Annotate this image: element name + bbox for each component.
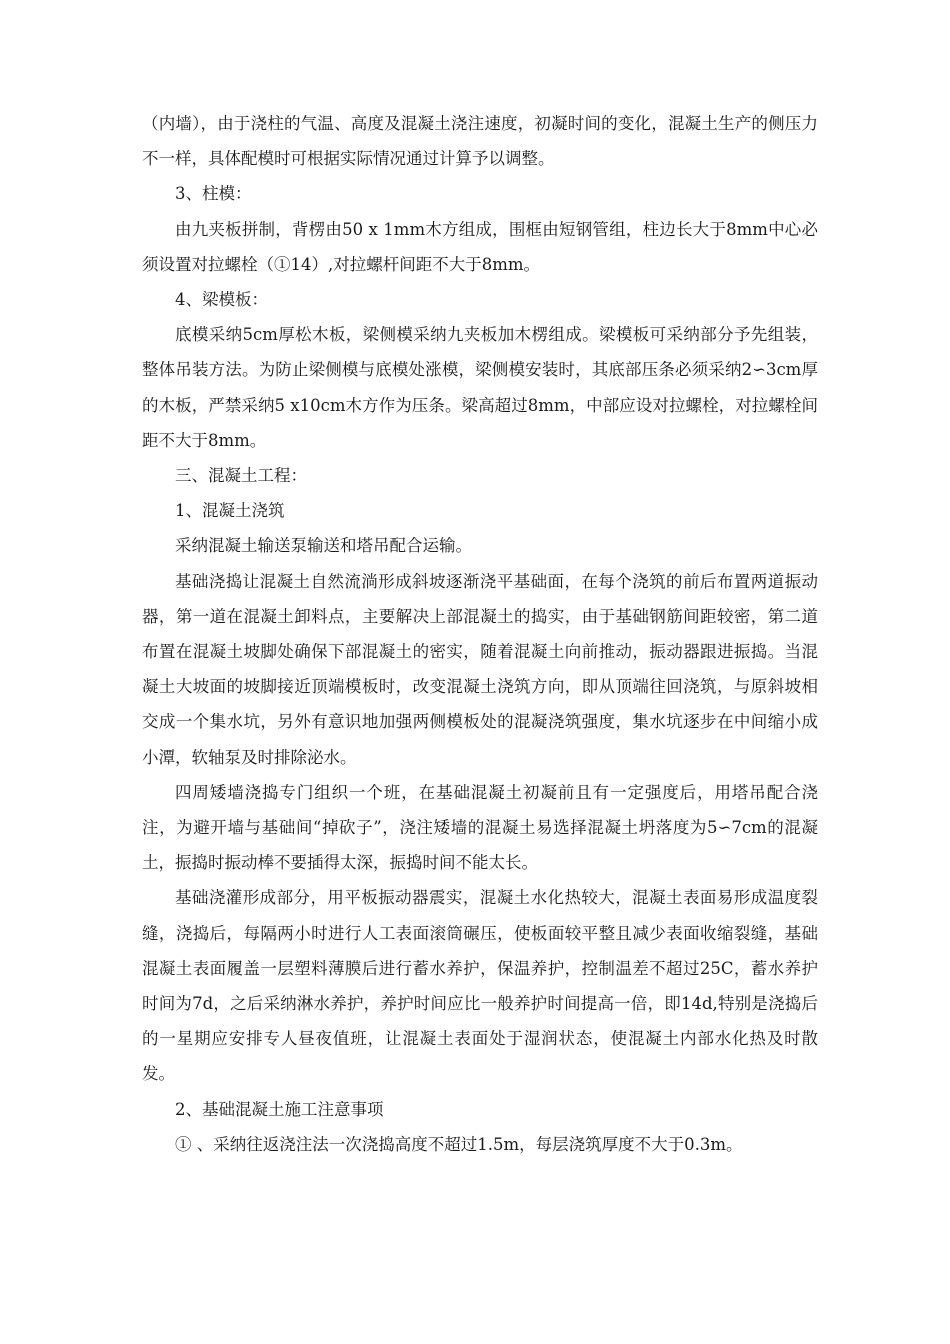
- paragraph-foundation-pouring: 基础浇捣让混凝土自然流淌形成斜坡逐渐浇平基础面，在每个浇筑的前后布置两道振动器，第一道在混凝土卸料点，主要解决上部混凝土的捣实，由于基础钢筋间距较密，第二道布置在混凝土坡脚处确保下部混凝土的密实，随着混凝土向前推动，振动器跟进振捣。当混凝土大坡面的坡脚接近顶端模板时，改变混凝土浇筑方向，即从顶端往回浇筑，与原斜坡相交成一个集水坑，另外有意识地加强两侧模板处的混凝浇筑强度，集水坑逐步在中间缩小成小潭，软轴泵及时排除泌水。: [142, 571, 818, 767]
- paragraph-continuation: （内墙），由于浇柱的气温、高度及混凝土浇注速度，初凝时间的变化，混凝土生产的侧压力不一样，具体配模时可根据实际情况通过计算予以调整。: [142, 114, 818, 169]
- heading-concrete-pouring: 1、混凝土浇筑: [175, 501, 285, 521]
- paragraph-curing: 基础浇灌形成部分，用平板振动器震实，混凝土水化热较大，混凝土表面易形成温度裂缝，浇捣后，每隔两小时进行人工表面滚筒碾压，使板面较平整且减少表面收缩裂缝，基础混凝土表面履盖一层塑料薄膜后进行蓄水养护，保温养护，控制温差不超过25C，蓄水养护时间为7d，之后采纳淋水养护，养护时间应比一般养护时间提高一倍，即14d,特别是浇捣后的一星期应安排专人昼夜值班，让混凝土表面处于湿润状态，使混凝土内部水化热及时散发。: [142, 888, 818, 1084]
- heading-column-formwork: 3、柱模：: [175, 184, 252, 204]
- paragraph-beam-formwork: 底模采纳5cm厚松木板，梁侧模采纳九夹板加木楞组成。梁模板可采纳部分予先组装，整体吊装方法。为防止梁侧模与底模处涨模，梁侧模安装时，其底部压条必须采纳2∽3cm厚的木板，严禁采纳5 x10cm木方作为压条。梁高超过8mm，中部应设对拉螺栓，对拉螺栓间距不大于8mm。: [142, 325, 818, 450]
- document-body: [142, 106, 818, 1162]
- heading-beam-formwork: 4、梁模板：: [175, 290, 268, 310]
- paragraph-precaution-1: ① 、采纳往返浇注法一次浇捣高度不超过1.5m，每层浇筑厚度不大于0.3m。: [175, 1134, 743, 1154]
- paragraph-low-wall-pouring: 四周矮墙浇捣专门组织一个班，在基础混凝土初凝前且有一定强度后，用塔吊配合浇注，为避开墙与基础间“掉砍子”，浇注矮墙的混凝土易选择混凝土坍落度为5∽7cm的混凝土，振捣时振动棒不要插得太深，振捣时间不能太长。: [142, 782, 818, 873]
- heading-precautions: 2、基础混凝土施工注意事项: [175, 1099, 384, 1119]
- heading-concrete-works: 三、混凝土工程：: [175, 466, 307, 486]
- paragraph-column-formwork: 由九夹板拼制，背楞由50 x 1mm木方组成，围框由短钢管组，柱边长大于8mm中心必须设置对拉螺栓（①14）,对拉螺杆间距不大于8mm。: [142, 219, 818, 274]
- paragraph-transport: 采纳混凝土输送泵输送和塔吊配合运输。: [175, 536, 472, 556]
